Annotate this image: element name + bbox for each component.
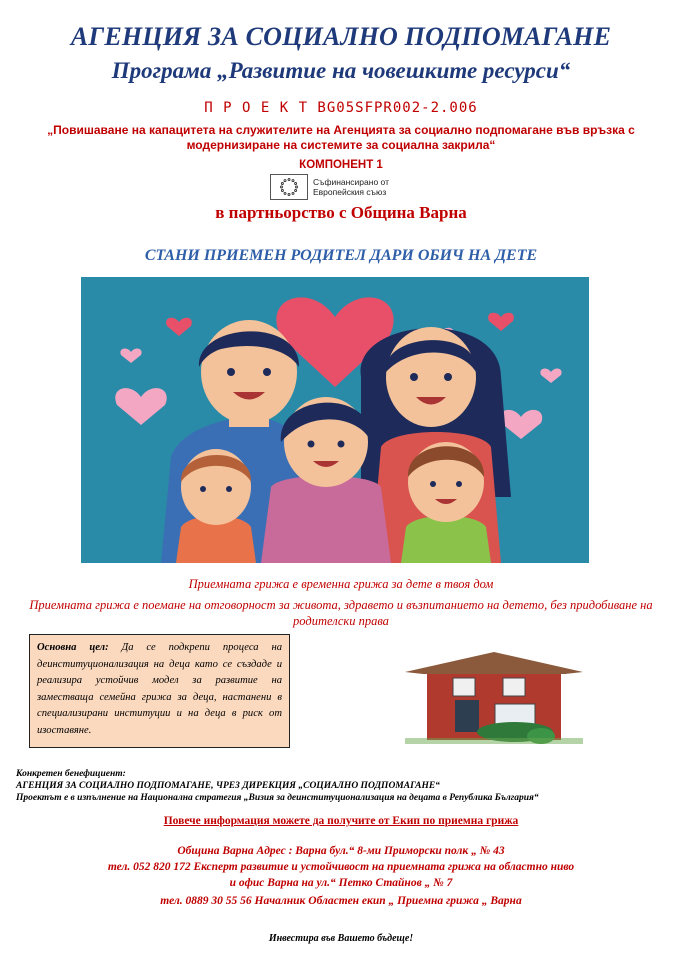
agency-title: АГЕНЦИЯ ЗА СОЦИАЛНО ПОДПОМАГАНЕ	[70, 22, 612, 51]
beneficiary-name: АГЕНЦИЯ ЗА СОЦИАЛНО ПОДПОМАГАНЕ, ЧРЕЗ ДИРЕКЦИЯ „СОЦИАЛНО ПОДПОМАГАНЕ“	[16, 781, 440, 791]
slogan: СТАНИ ПРИЕМЕН РОДИТЕЛ ДАРИ ОБИЧ НА ДЕТЕ	[144, 247, 538, 264]
partnership-line: в партньорство с Община Варна	[215, 203, 467, 222]
contact-line-1: Община Варна Адрес : Варна бул.“ 8-ми Приморски полк „ № 43	[177, 845, 505, 857]
project-code: П Р О Е К Т BG05SFPR002-2.006	[204, 100, 478, 116]
beneficiary-strategy: Проектът е в изпълнение на Национална стратегия „Визия за деинституционализация на децата в Република България“	[16, 793, 539, 803]
more-info: Повече информация можете да получите от Екип по приемна грижа	[163, 815, 519, 827]
program-title: Програма „Развитие на човешките ресурси“	[111, 58, 571, 83]
beneficiary-label: Конкретен бенефициент:	[16, 769, 126, 779]
eu-cofunded-logo	[270, 174, 390, 200]
main-goal-box	[29, 634, 290, 748]
eu-text-line1: Съфинансирано от	[313, 177, 389, 187]
footer-slogan: Инвестира във Вашето бъдеще!	[268, 933, 414, 944]
goal-label: Основна цел:	[37, 642, 109, 653]
project-title: „Повишаване на капацитета на служителите на Агенцията за социално подпомагане във връзка с модернизиране на системите за социална закрила“	[47, 123, 635, 152]
component-label: КОМПОНЕНТ 1	[299, 159, 383, 171]
contact-line-2: тел. 052 820 172 Експерт развитие и устойчивост на приемната грижа на областно ниво	[107, 861, 575, 873]
eu-text-line2: Европейския съюз	[313, 187, 387, 197]
contact-line-3: и офис Варна на ул.“ Петко Стайнов „ № 7	[229, 877, 453, 889]
eu-flag-icon	[270, 174, 308, 200]
family-illustration	[81, 277, 589, 563]
contact-line-4: тел. 0889 30 55 56 Началник Областен екип „ Приемна грижа „ Варна	[160, 895, 522, 907]
care-definition-2: Приемната грижа е поемане на отговорност за живота, здравето и възпитанието на детето, без придобиване на родителски права	[29, 598, 653, 628]
care-definition-1: Приемната грижа е временна грижа за дете в твоя дом	[188, 577, 494, 591]
house-icon	[405, 652, 583, 744]
goal-text: Да се подкрепи процеса на деинституционализация на деца като се създаде и реализира устойчив модел за развитие на заместваща семейна грижа за деца, настанени в специализирани институции и на деца в риск от изоставяне.	[37, 642, 282, 736]
